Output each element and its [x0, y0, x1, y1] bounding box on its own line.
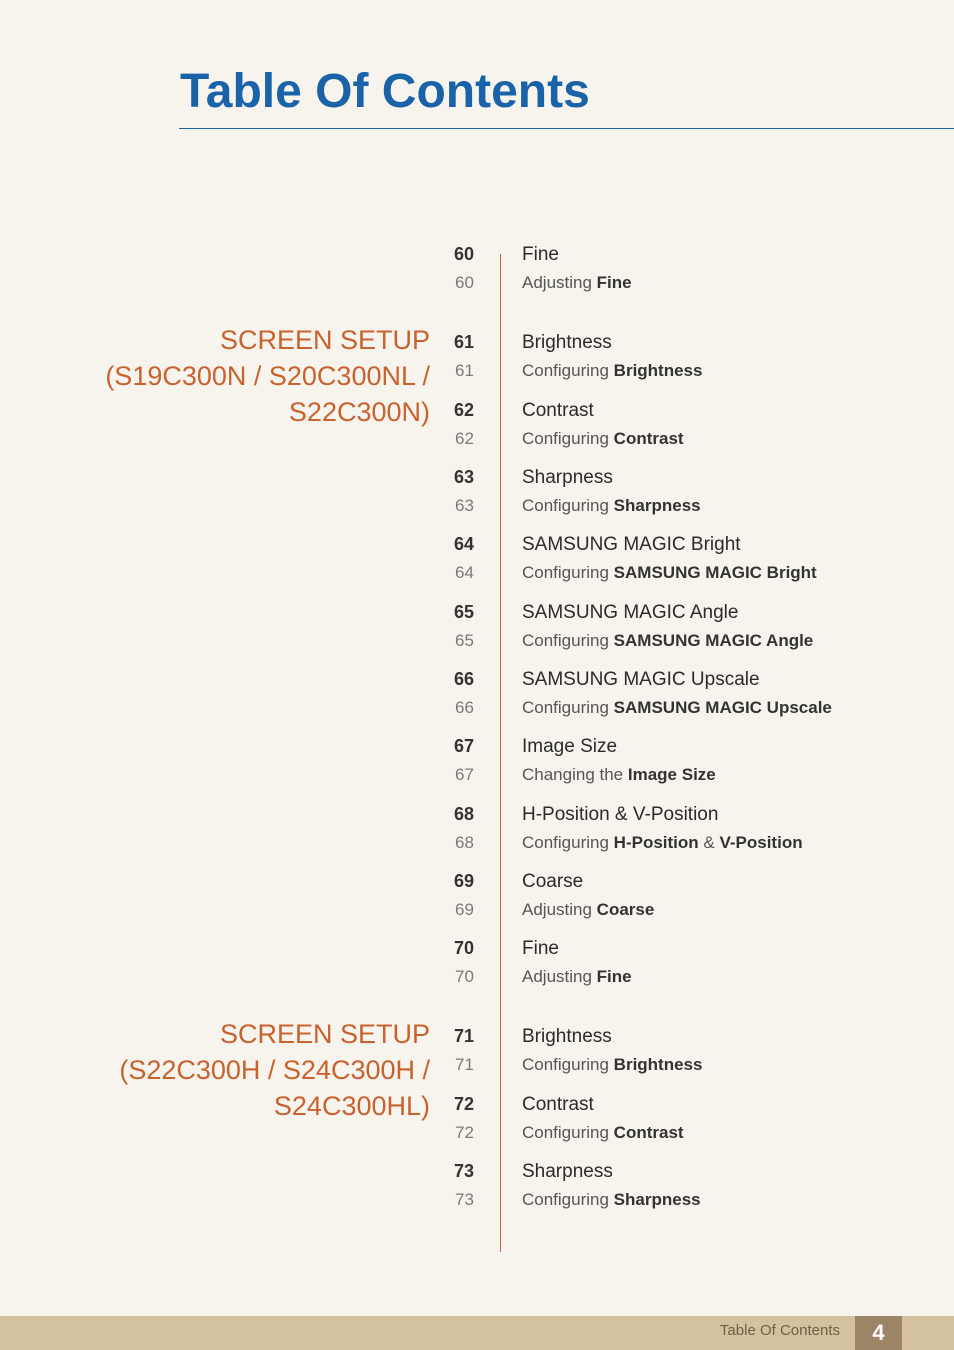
toc-subentry-prefix: Configuring: [522, 496, 614, 515]
toc-entry-page: 63: [454, 467, 475, 487]
vertical-divider: [500, 254, 501, 1252]
section-heading-line: (S19C300N / S20C300NL /: [105, 361, 430, 391]
toc-entry-page: 65: [454, 602, 475, 622]
toc-subentry-page: 71: [455, 1055, 474, 1074]
toc-entry-heading[interactable]: Fine: [522, 244, 559, 265]
toc-subentry[interactable]: [522, 765, 716, 785]
toc-subentry-bold: Sharpness: [613, 1190, 701, 1209]
toc-subentry-prefix: Configuring: [522, 1055, 614, 1074]
footer-page-number: 4: [855, 1316, 902, 1350]
section-heading-2: [10, 1016, 430, 1124]
toc-entry-page: 67: [454, 736, 475, 756]
toc-entry-heading[interactable]: SAMSUNG MAGIC Upscale: [522, 669, 760, 690]
page-title: Table Of Contents: [180, 65, 590, 118]
toc-subentry-page: 67: [455, 765, 474, 784]
toc-subentry-prefix: Adjusting: [522, 900, 597, 919]
toc-subentry[interactable]: [522, 967, 632, 987]
toc-subentry-bold: V-Position: [719, 833, 803, 852]
section-heading-line: SCREEN SETUP: [219, 325, 430, 355]
toc-subentry[interactable]: [522, 563, 817, 583]
toc-subentry-prefix: Configuring: [522, 833, 614, 852]
toc-subentry[interactable]: [522, 273, 632, 293]
toc-entry-page: 70: [454, 938, 475, 958]
toc-subentry[interactable]: [522, 496, 701, 516]
section-heading-line: (S22C300H / S24C300H /: [119, 1055, 430, 1085]
toc-subentry[interactable]: [522, 1055, 702, 1075]
toc-subentry-bold: SAMSUNG MAGIC Bright: [613, 563, 817, 582]
toc-subentry-prefix: Configuring: [522, 361, 614, 380]
toc-entry-heading[interactable]: H-Position & V-Position: [522, 804, 719, 825]
toc-subentry-bold: SAMSUNG MAGIC Angle: [613, 631, 814, 650]
toc-subentry-page: 73: [455, 1190, 474, 1209]
toc-entry-page: 71: [454, 1026, 475, 1046]
toc-subentry-prefix: Configuring: [522, 631, 614, 650]
toc-entry-heading[interactable]: Brightness: [522, 1026, 612, 1047]
toc-subentry-page: 72: [455, 1123, 474, 1142]
footer-bar: [0, 1316, 954, 1350]
toc-entry-heading[interactable]: Sharpness: [522, 467, 613, 488]
toc-entry-page: 73: [454, 1161, 475, 1181]
toc-entry-heading[interactable]: Coarse: [522, 871, 584, 892]
toc-subentry[interactable]: [522, 698, 832, 718]
toc-subentry-page: 64: [455, 563, 474, 582]
toc-entry-page: 72: [454, 1094, 475, 1114]
footer-label: Table Of Contents: [719, 1322, 840, 1339]
toc-subentry-prefix: Adjusting: [522, 967, 597, 986]
toc-subentry-page: 61: [455, 361, 474, 380]
toc-entry-page: 66: [454, 669, 475, 689]
toc-subentry-bold: Fine: [596, 967, 632, 986]
section-heading-line: S22C300N): [288, 397, 430, 427]
toc-entry-page: 62: [454, 400, 475, 420]
toc-entry-heading[interactable]: Contrast: [522, 400, 594, 421]
toc-subentry[interactable]: [522, 1123, 684, 1143]
toc-entry-heading[interactable]: SAMSUNG MAGIC Angle: [522, 602, 739, 623]
toc-entry-heading[interactable]: Image Size: [522, 736, 618, 757]
title-divider: [179, 128, 954, 129]
toc-subentry-page: 70: [455, 967, 474, 986]
toc-entry-heading[interactable]: Contrast: [522, 1094, 594, 1115]
toc-subentry[interactable]: [522, 900, 654, 920]
section-heading-1: [10, 322, 430, 430]
toc-entry-heading[interactable]: Brightness: [522, 332, 612, 353]
toc-subentry-bold: H-Position: [613, 833, 699, 852]
toc-subentry-prefix: Configuring: [522, 563, 614, 582]
toc-subentry-page: 68: [455, 833, 474, 852]
toc-subentry-bold: Sharpness: [613, 496, 701, 515]
toc-subentry-page: 69: [455, 900, 474, 919]
toc-subentry-prefix: Changing the: [522, 765, 628, 784]
toc-subentry-page: 62: [455, 429, 474, 448]
toc-entry-page: 60: [454, 244, 475, 264]
toc-entry-heading[interactable]: Sharpness: [522, 1161, 613, 1182]
section-heading-line: S24C300HL): [273, 1091, 430, 1121]
toc-subentry-bold: Contrast: [613, 1123, 684, 1142]
toc-subentry-prefix: Configuring: [522, 1190, 614, 1209]
toc-subentry-bold: Brightness: [613, 361, 703, 380]
toc-entry-heading[interactable]: Fine: [522, 938, 559, 959]
toc-subentry[interactable]: [522, 631, 813, 651]
toc-subentry-prefix: Configuring: [522, 429, 614, 448]
toc-subentry-bold: Brightness: [613, 1055, 703, 1074]
toc-entry-heading[interactable]: SAMSUNG MAGIC Bright: [522, 534, 741, 555]
toc-subentry-bold: Contrast: [613, 429, 684, 448]
toc-subentry-prefix: Configuring: [522, 1123, 614, 1142]
toc-subentry-page: 65: [455, 631, 474, 650]
toc-entry-page: 61: [454, 332, 475, 352]
toc-subentry-page: 66: [455, 698, 474, 717]
toc-subentry[interactable]: [522, 833, 803, 853]
toc-subentry-mid: &: [698, 833, 720, 852]
toc-entry-page: 64: [454, 534, 475, 554]
toc-subentry-prefix: Adjusting: [522, 273, 597, 292]
section-heading-line: SCREEN SETUP: [219, 1019, 430, 1049]
toc-subentry-bold: Fine: [596, 273, 632, 292]
toc-subentry-bold: Image Size: [627, 765, 716, 784]
toc-subentry-bold: Coarse: [596, 900, 655, 919]
toc-subentry[interactable]: [522, 429, 684, 449]
toc-subentry-bold: SAMSUNG MAGIC Upscale: [613, 698, 832, 717]
toc-subentry-page: 63: [455, 496, 474, 515]
toc-subentry-page: 60: [455, 273, 474, 292]
toc-entry-page: 69: [454, 871, 475, 891]
toc-subentry[interactable]: [522, 361, 702, 381]
toc-subentry-prefix: Configuring: [522, 698, 614, 717]
toc-subentry[interactable]: [522, 1190, 701, 1210]
toc-entry-page: 68: [454, 804, 475, 824]
